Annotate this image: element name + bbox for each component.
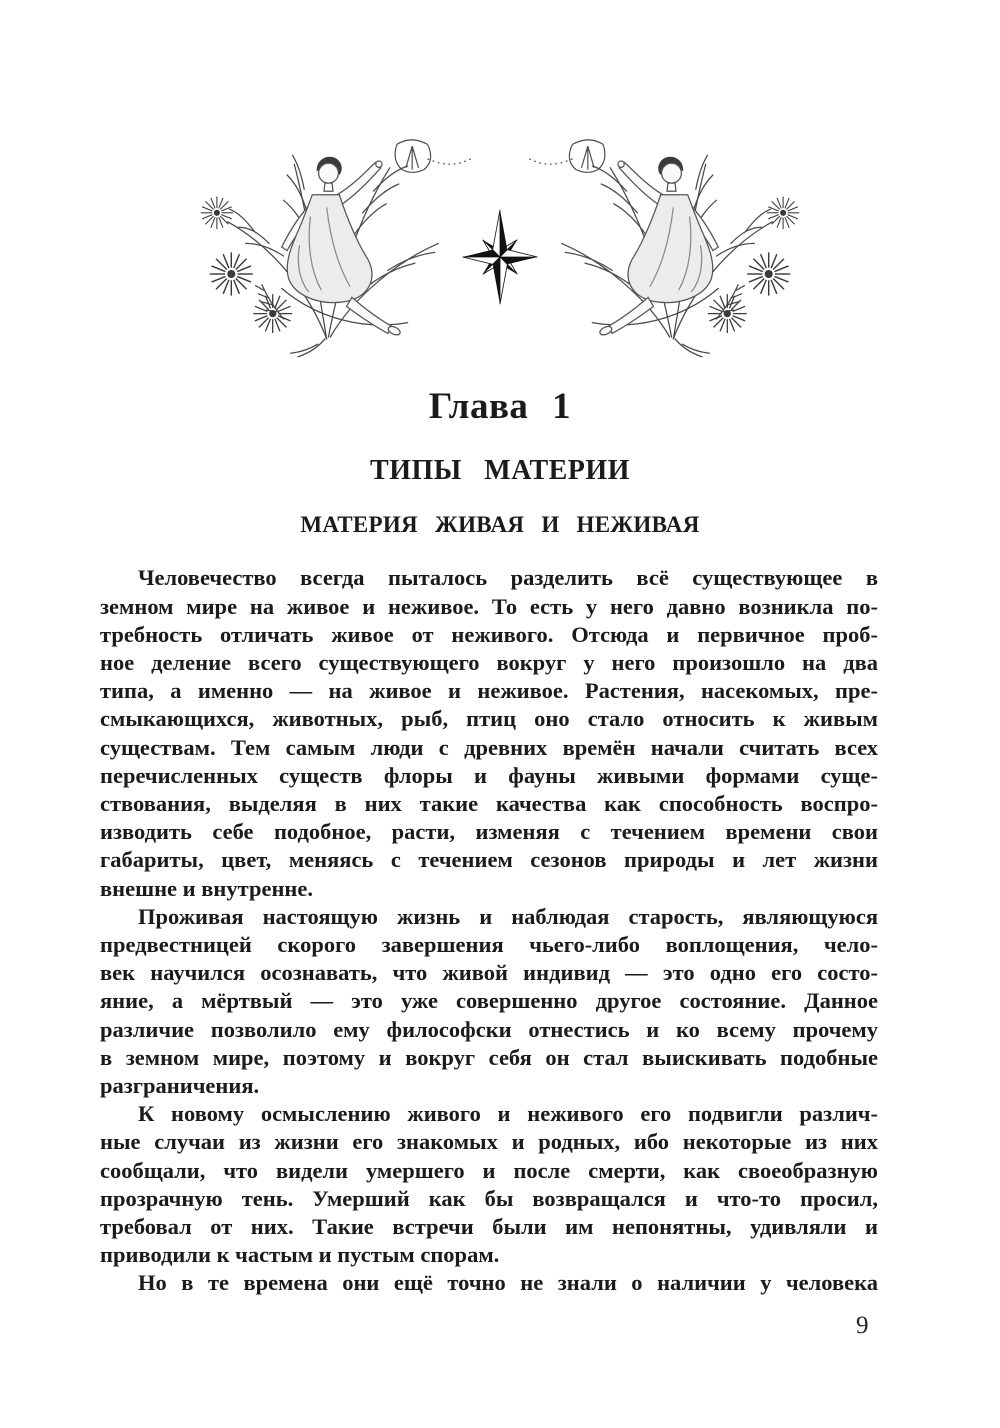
text-line: требность отличать живое от неживого. Отсюда и первичное проб- [100,621,878,647]
text-line: предвестницей скорого завершения чьего-либо воплощения, чело- [100,932,878,958]
chapter-heading: Глава 1 [428,386,572,427]
flora-muse-left-icon [170,112,478,364]
paragraph [100,564,878,902]
paragraph [100,903,878,1100]
text-line: различие позволило ему философски отнестись и ко всему прочему [100,1016,878,1042]
text-line: существам. Тем самым люди с древних времён начали считать всех [100,734,878,760]
text-line: Человечество всегда пыталось разделить всё существующее в [138,565,878,591]
header-ornament [0,0,1000,364]
body-text [100,564,878,1297]
text-line: внешне и внутренне. [100,875,313,901]
text-line: перечисленных существ флоры и фауны живыми формами суще- [100,762,878,788]
text-line: в земном мире, поэтому и вокруг себя он стал выискивать подобные [100,1044,878,1070]
text-line: Проживая настоящую жизнь и наблюдая старость, являющуюся [138,903,878,929]
flora-muse-right-icon [522,112,830,364]
text-line: сообщали, что видели умершего и после смерти, как своеобразную [100,1157,878,1183]
text-line: прозрачную тень. Умерший как бы возвращался и что-то просил, [100,1185,878,1211]
text-line: изводить себе подобное, расти, изменяя с течением времени свои [100,819,878,845]
paragraph [100,1269,878,1297]
text-line: приводили к частым и пустым спорам. [100,1242,500,1268]
text-line: Но в те времена они ещё точно не знали о наличии у человека [138,1270,878,1296]
text-line: ное деление всего существующего вокруг у него произошло на два [100,649,878,675]
text-line: К новому осмыслению живого и неживого его подвигли различ- [138,1101,878,1127]
text-line: земном мире на живое и неживое. То есть у него давно возникла по- [100,593,878,619]
section-title: ТИПЫ МАТЕРИИ [370,454,630,486]
text-line: габариты, цвет, меняясь с течением сезонов природы и лет жизни [100,847,878,873]
page-number: 9 [856,1312,869,1339]
text-line: требовал от них. Такие встречи были им непонятны, удивляли и [100,1214,878,1240]
text-line: смыкающихся, животных, рыб, птиц оно стало относить к живым [100,706,878,732]
text-line: ствования, выделяя в них такие качества как способность воспро- [100,791,878,816]
paragraph [100,1100,878,1269]
text-line: разграничения. [100,1073,260,1099]
subsection-title: МАТЕРИЯ ЖИВАЯ И НЕЖИВАЯ [300,512,700,538]
text-line: яние, а мёртвый — это уже совершенно другое состояние. Данное [100,988,878,1014]
text-line: век научился осознавать, что живой индивид — это одно его состо- [100,960,878,986]
text-line: типа, а именно — на живое и неживое. Растения, насекомых, пре- [100,678,878,704]
text-line: ные случаи из жизни его знакомых и родных, ибо некоторые из них [100,1129,878,1155]
